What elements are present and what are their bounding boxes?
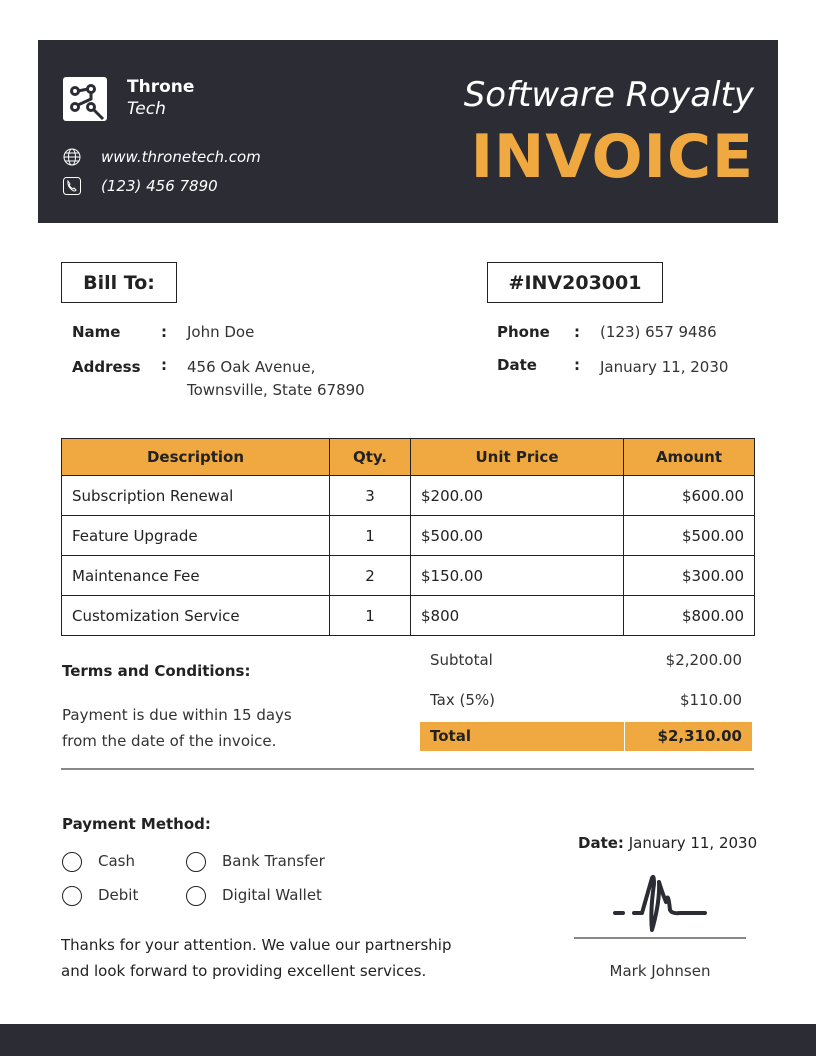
table-row (62, 516, 755, 556)
note-line2: and look forward to providing excellent services. (61, 962, 427, 980)
cell-amount: $500.00 (624, 516, 755, 556)
table-header (62, 439, 755, 476)
header-banner (38, 40, 778, 223)
phone-sep: : (574, 323, 580, 341)
cell-description: Subscription Renewal (62, 476, 330, 516)
company-name: Throne (127, 77, 195, 97)
col-qty: Qty. (330, 439, 411, 476)
terms-line1: Payment is due within 15 days (62, 706, 292, 724)
date-sep: : (574, 356, 580, 374)
total-label: Total (430, 727, 471, 745)
bill-to-heading: Bill To: (61, 262, 177, 303)
invoice-subtitle: Software Royalty (463, 75, 754, 115)
radio-bank-transfer[interactable] (186, 852, 206, 872)
note-line1: Thanks for your attention. We value our partnership (61, 936, 452, 954)
table-row (62, 476, 755, 516)
date-label: Date (497, 356, 537, 374)
signer-name: Mark Johnsen (609, 962, 711, 980)
signature-line (574, 937, 746, 939)
radio-cash[interactable] (62, 852, 82, 872)
name-label: Name (72, 323, 121, 341)
col-description: Description (62, 439, 330, 476)
address-line1: 456 Oak Avenue, (187, 358, 316, 376)
company-phone: (123) 456 7890 (101, 177, 218, 195)
cell-qty: 1 (330, 516, 411, 556)
tax-label: Tax (5%) (430, 691, 496, 709)
invoice-date: January 11, 2030 (600, 358, 729, 376)
option-digital-wallet: Digital Wallet (222, 886, 322, 904)
payment-heading: Payment Method: (62, 815, 211, 833)
table-row (62, 596, 755, 636)
company-sub: Tech (127, 99, 166, 119)
table-row (62, 556, 755, 596)
cell-qty: 3 (330, 476, 411, 516)
cell-amount: $800.00 (624, 596, 755, 636)
logo-icon (63, 77, 107, 121)
globe-icon (63, 148, 81, 166)
cell-description: Maintenance Fee (62, 556, 330, 596)
cell-amount: $300.00 (624, 556, 755, 596)
option-debit: Debit (98, 886, 139, 904)
customer-name: John Doe (187, 323, 255, 341)
company-website[interactable]: www.thronetech.com (101, 148, 261, 166)
cell-amount: $600.00 (624, 476, 755, 516)
cell-description: Customization Service (62, 596, 330, 636)
name-sep: : (161, 323, 167, 341)
subtotal-label: Subtotal (430, 651, 493, 669)
cell-unit-price: $150.00 (411, 556, 624, 596)
customer-phone: (123) 657 9486 (600, 323, 717, 341)
col-amount: Amount (624, 439, 755, 476)
invoice-title: INVOICE (470, 122, 754, 192)
invoice-number: #INV203001 (487, 262, 663, 303)
divider (61, 768, 754, 770)
cell-qty: 2 (330, 556, 411, 596)
total-value: $2,310.00 (657, 727, 742, 745)
address-sep: : (161, 356, 167, 374)
footer-band (0, 1024, 816, 1056)
cell-unit-price: $800 (411, 596, 624, 636)
phone-label: Phone (497, 323, 550, 341)
option-cash: Cash (98, 852, 135, 870)
signature-date-value: January 11, 2030 (628, 834, 758, 852)
signature-date-label: Date: (578, 834, 624, 852)
total-row (420, 722, 752, 751)
cell-qty: 1 (330, 596, 411, 636)
address-line2: Townsville, State 67890 (187, 381, 365, 399)
signature-icon (610, 872, 710, 934)
signature-date (578, 834, 757, 852)
phone-icon (63, 177, 81, 195)
option-bank-transfer: Bank Transfer (222, 852, 325, 870)
address-label: Address (72, 358, 141, 376)
cell-unit-price: $200.00 (411, 476, 624, 516)
subtotal-value: $2,200.00 (665, 651, 742, 669)
radio-digital-wallet[interactable] (186, 886, 206, 906)
col-unit-price: Unit Price (411, 439, 624, 476)
radio-debit[interactable] (62, 886, 82, 906)
tax-value: $110.00 (679, 691, 742, 709)
terms-heading: Terms and Conditions: (62, 662, 251, 680)
line-items-table (61, 438, 755, 636)
cell-description: Feature Upgrade (62, 516, 330, 556)
terms-line2: from the date of the invoice. (62, 732, 277, 750)
cell-unit-price: $500.00 (411, 516, 624, 556)
